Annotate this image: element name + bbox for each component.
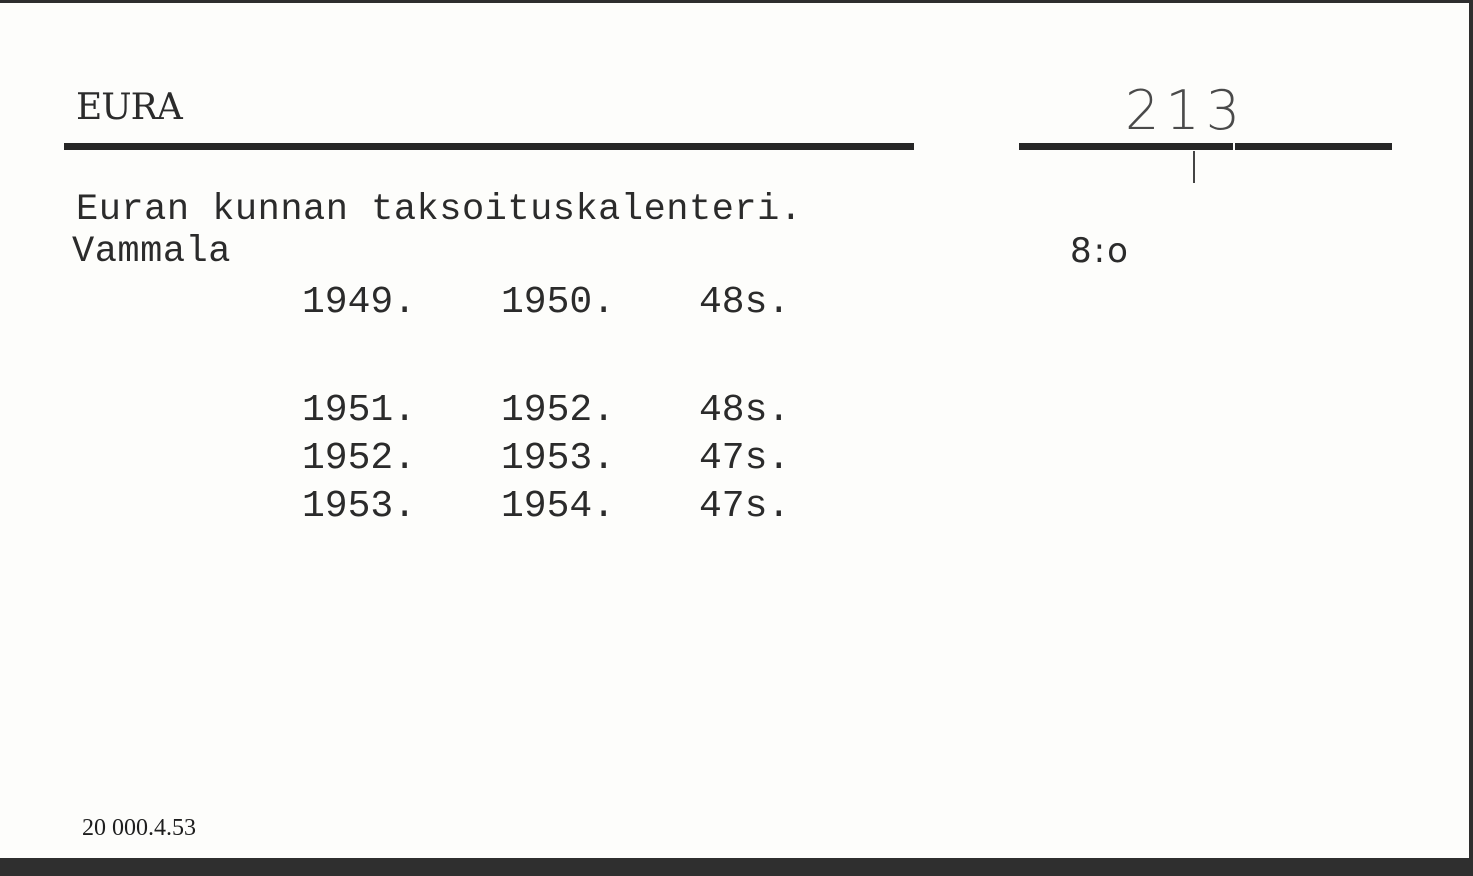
holding-year-start: 1953. [302,485,417,528]
shelf-mark-tick [1193,151,1195,183]
holding-pages: 48s. [699,389,791,432]
shelf-mark: 213 [1125,79,1247,142]
format-mark: 8:o [1070,231,1130,271]
holding-year-start: 1951. [302,389,417,432]
heading-rule [64,143,914,150]
shelf-rule-left [1019,143,1233,150]
scan-edge [0,858,1473,876]
place-line: Vammala [72,231,231,273]
holding-year-end: 1954. [501,485,616,528]
holding-year-start: 1952. [302,437,417,480]
holding-year-end: 1950. [501,281,616,324]
shelf-rule-right [1235,143,1392,150]
holding-pages: 48s. [699,281,791,324]
holding-pages: 47s. [699,485,791,528]
holding-pages: 47s. [699,437,791,480]
card-heading: EURA [76,87,182,128]
holding-year-end: 1953. [501,437,616,480]
print-code: 20 000.4.53 [82,815,196,841]
holding-year-end: 1952. [501,389,616,432]
holding-year-start: 1949. [302,281,417,324]
title-line: Euran kunnan taksoituskalenteri. [76,189,803,231]
